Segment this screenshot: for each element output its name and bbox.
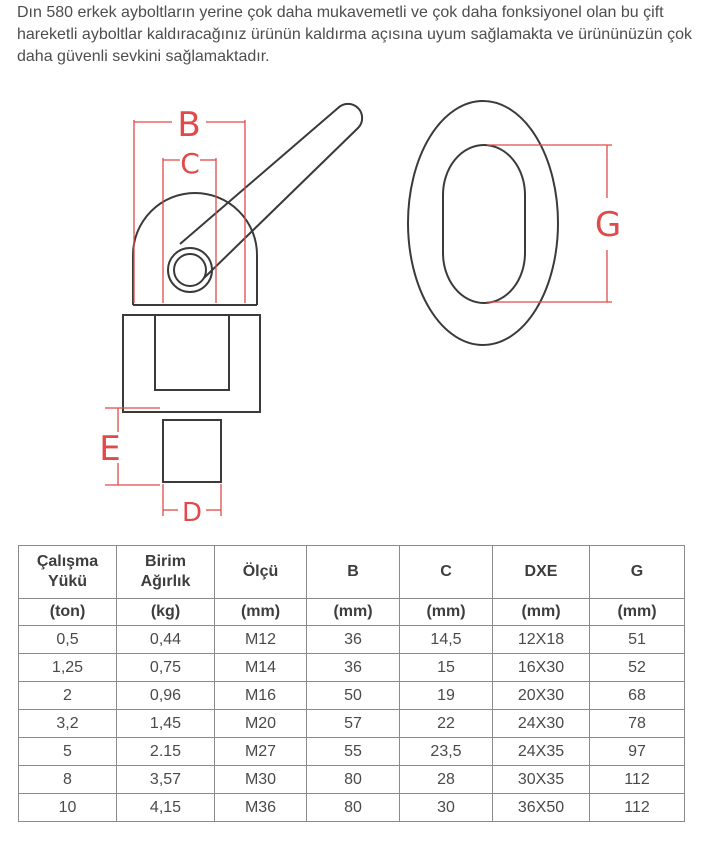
- cell-weight: 3,57: [117, 766, 215, 794]
- ring-outer: [408, 101, 558, 345]
- cell-c: 19: [400, 682, 493, 710]
- cell-g: 97: [590, 738, 685, 766]
- cell-weight: 0,96: [117, 682, 215, 710]
- header-b: B: [307, 546, 400, 599]
- cell-size: M30: [215, 766, 307, 794]
- cell-dxe: 12X18: [493, 626, 590, 654]
- body-inner: [155, 315, 229, 390]
- label-c: C: [180, 147, 200, 180]
- body-block: [123, 315, 260, 412]
- cell-g: 68: [590, 682, 685, 710]
- unit-row: [19, 599, 685, 626]
- cell-c: 23,5: [400, 738, 493, 766]
- label-e: E: [99, 429, 121, 469]
- handle-bar: [180, 104, 362, 278]
- intro-text: Dın 580 erkek ayboltların yerine çok daha mukavemetli ve çok daha fonksiyonel olan bu çift hareketli ayboltlar kaldıracağınız ürünün kaldırma açısına uyum sağlamakta ve ürününüzün çok daha güvenli sevkini sağlamaktadır.: [17, 4, 693, 65]
- cell-weight: 0,44: [117, 626, 215, 654]
- unit-g: (mm): [590, 599, 685, 626]
- cell-load: 1,25: [19, 654, 117, 682]
- header-c: C: [400, 546, 493, 599]
- cell-g: 78: [590, 710, 685, 738]
- cell-load: 10: [19, 794, 117, 822]
- cell-weight: 2.15: [117, 738, 215, 766]
- cell-g: 51: [590, 626, 685, 654]
- header-size: Ölçü: [215, 546, 307, 599]
- cell-dxe: 20X30: [493, 682, 590, 710]
- unit-load: (ton): [19, 599, 117, 626]
- unit-b: (mm): [307, 599, 400, 626]
- table-row: [19, 710, 685, 738]
- cell-c: 15: [400, 654, 493, 682]
- cell-dxe: 36X50: [493, 794, 590, 822]
- label-g: G: [594, 205, 622, 245]
- cell-dxe: 24X30: [493, 710, 590, 738]
- cell-b: 36: [307, 654, 400, 682]
- table-row: [19, 738, 685, 766]
- header-dxe: DXE: [493, 546, 590, 599]
- cell-weight: 1,45: [117, 710, 215, 738]
- cell-dxe: 30X35: [493, 766, 590, 794]
- cell-load: 2: [19, 682, 117, 710]
- header-g: G: [590, 546, 685, 599]
- unit-dxe: (mm): [493, 599, 590, 626]
- cell-size: M36: [215, 794, 307, 822]
- unit-c: (mm): [400, 599, 493, 626]
- cell-b: 80: [307, 794, 400, 822]
- cell-c: 28: [400, 766, 493, 794]
- cell-size: M16: [215, 682, 307, 710]
- header-load: Çalışma Yükü: [19, 546, 117, 599]
- specs-table: [18, 545, 685, 822]
- cell-size: M14: [215, 654, 307, 682]
- cell-g: 112: [590, 766, 685, 794]
- table-row: [19, 682, 685, 710]
- cell-c: 22: [400, 710, 493, 738]
- table-row: [19, 766, 685, 794]
- cell-load: 0,5: [19, 626, 117, 654]
- cell-load: 5: [19, 738, 117, 766]
- cell-b: 55: [307, 738, 400, 766]
- table-row: [19, 654, 685, 682]
- cell-c: 30: [400, 794, 493, 822]
- cell-c: 14,5: [400, 626, 493, 654]
- label-b: B: [177, 105, 201, 145]
- table-row: [19, 794, 685, 822]
- cell-b: 50: [307, 682, 400, 710]
- unit-size: (mm): [215, 599, 307, 626]
- eye-bolt-diagram: [0, 88, 711, 528]
- hub-inner: [174, 254, 206, 286]
- header-row: [19, 546, 685, 599]
- table-row: [19, 626, 685, 654]
- cell-weight: 0,75: [117, 654, 215, 682]
- cell-weight: 4,15: [117, 794, 215, 822]
- cell-size: M20: [215, 710, 307, 738]
- cell-b: 57: [307, 710, 400, 738]
- unit-weight: (kg): [117, 599, 215, 626]
- ring-inner: [443, 145, 525, 303]
- cell-g: 112: [590, 794, 685, 822]
- cell-dxe: 24X35: [493, 738, 590, 766]
- cell-g: 52: [590, 654, 685, 682]
- cell-dxe: 16X30: [493, 654, 590, 682]
- cell-size: M12: [215, 626, 307, 654]
- cell-load: 3,2: [19, 710, 117, 738]
- threaded-stud: [163, 420, 221, 482]
- cell-b: 80: [307, 766, 400, 794]
- cell-size: M27: [215, 738, 307, 766]
- cell-b: 36: [307, 626, 400, 654]
- cell-load: 8: [19, 766, 117, 794]
- header-weight: Birim Ağırlık: [117, 546, 215, 599]
- label-d: D: [181, 498, 203, 528]
